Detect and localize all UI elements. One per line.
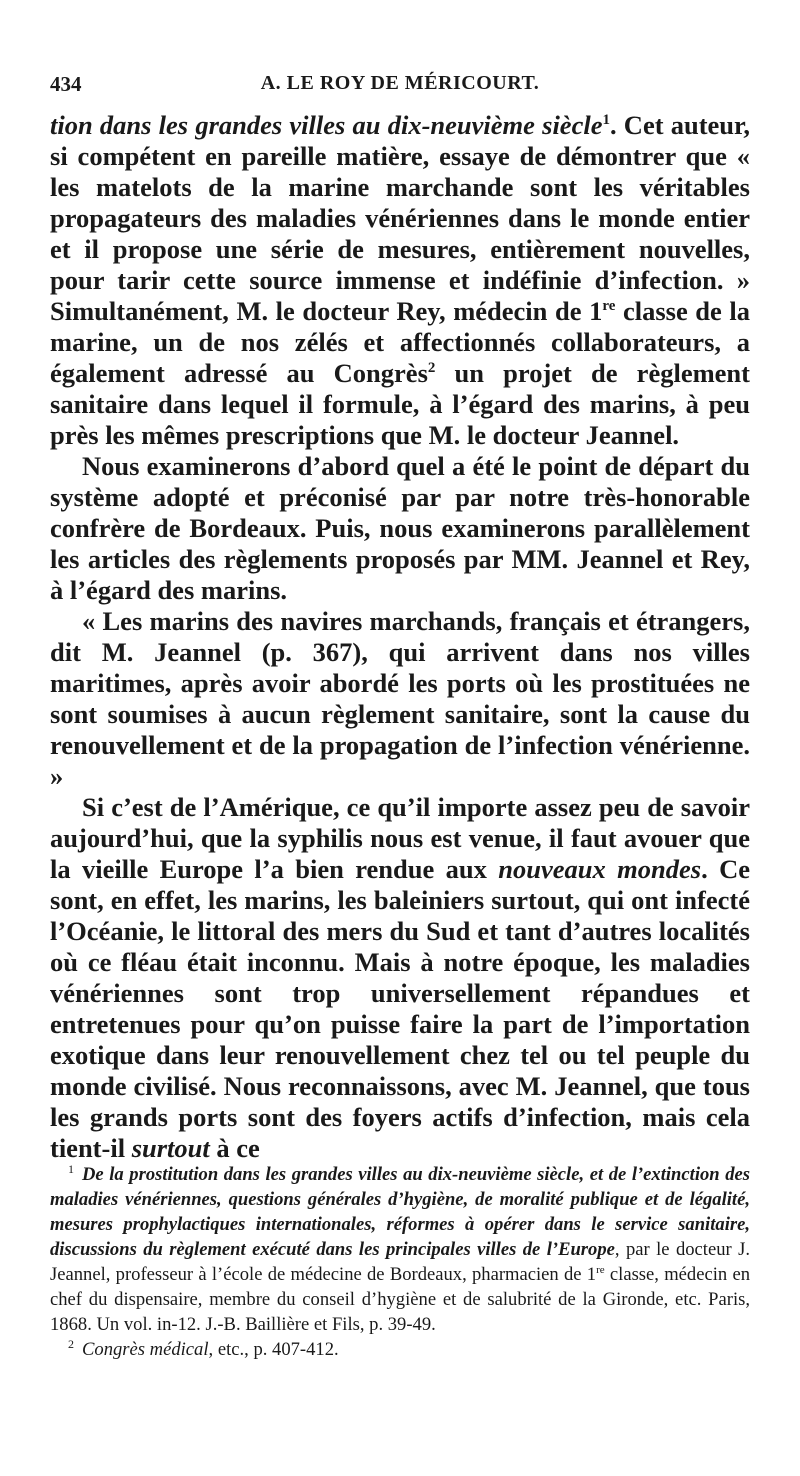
paragraph-1	[50, 110, 750, 451]
paragraph-1-text-c: un projet de règlement sanitaire dans lequel il formule, à l’égard des marins, à peu près les mêmes prescriptions que M. le docteur Jeannel.	[50, 358, 750, 450]
ordinal-superscript: re	[602, 298, 616, 315]
footnote-2-text: , etc., p. 407-412.	[208, 1339, 339, 1360]
paragraph-3: « Les marins des navires marchands, français et étrangers, dit M. Jeannel (p. 367), qui arrivent dans nos villes maritimes, après avoir abordé les ports où les prostituées ne sont soumises à aucun règlement sanitaire, sont la cause du renouvellement et de la propagation de l’infection vénérienne. »	[50, 606, 750, 791]
paragraph-4-text-b: . Ce sont, en effet, les marins, les baleiniers surtout, qui ont infecté l’Océanie, le littoral des mers du Sud et tant d’autres localités où ce fléau était inconnu. Mais à notre époque, les maladies vénériennes sont trop universellement répandues et entretenues pour qu’on puisse faire la part de l’importation exotique dans leur renouvellement chez tel ou tel peuple du monde civilisé. Nous reconnaissons, avec M. Jeannel, que tous les grands ports sont des foyers actifs d’infection, mais cela tient-il	[50, 854, 751, 1163]
paragraph-4	[50, 792, 750, 1164]
running-head: A. LE ROY DE MÉRICOURT.	[260, 72, 540, 94]
page-header	[50, 72, 750, 106]
footnote-1-ordinal: re	[596, 1263, 605, 1276]
footnote-1-title: De la prostitution dans les grandes villes au dix-neuvième siècle, et de l’extinction des maladies vénériennes, questions générales d’hygiène, de moralité publique et de légalité, mesures prophylactiques internationales, réformes à opérer dans le service sanitaire, discussions du règlement exécuté dans les principales villes de l’Europe	[50, 1164, 750, 1260]
footnote-ref-1: 1	[602, 112, 610, 129]
footnotes	[50, 1162, 750, 1362]
footnote-ref-2: 2	[427, 360, 436, 377]
page-number: 434	[50, 72, 82, 96]
footnote-2-mark: 2	[68, 1336, 74, 1351]
main-text	[50, 110, 750, 1164]
footnote-1-mark: 1	[68, 1161, 74, 1176]
paragraph-1-text-b: classe de la marine, un de nos zélés et affectionnés collaborateurs, a également adressé au Congrès	[50, 296, 750, 388]
footnote-2	[50, 1337, 750, 1362]
paragraph-4-text-a: Si c’est de l’Amérique, ce qu’il importe assez peu de savoir aujourd’hui, que la syphilis nous est venue, il faut avouer que la vieille Europe l’a bien rendue aux	[50, 792, 750, 884]
footnote-1-text-b: classe, médecin en chef du dispensaire, membre du conseil d’hygiène et de salubrité de la Gironde, etc. Paris, 1868. Un vol. in-12. J.-B. Baillière et Fils, p. 39-49.	[50, 1264, 750, 1335]
book-title-continuation: tion dans les grandes villes au dix-neuvième siècle	[50, 110, 603, 140]
footnote-2-title: Congrès médical	[82, 1339, 209, 1360]
paragraph-2: Nous examinerons d’abord quel a été le point de départ du système adopté et préconisé par par notre très-honorable confrère de Bordeaux. Puis, nous examinerons parallèlement les articles des règlements proposés par MM. Jeannel et Rey, à l’égard des marins.	[50, 451, 750, 605]
footnote-1	[50, 1162, 750, 1337]
paragraph-4-text-c: à ce	[209, 1133, 260, 1163]
emphasis-nouveaux-mondes: nouveaux mondes	[498, 854, 702, 884]
emphasis-surtout: surtout	[131, 1133, 210, 1163]
footnote-1-text-a: , par le docteur J. Jeannel, professeur à l’école de médecine de Bordeaux, pharmacien de 1	[50, 1239, 751, 1285]
paragraph-1-text-a: . Cet auteur, si compétent en pareille matière, essaye de démontrer que « les matelots de la marine marchande sont les véritables propagateurs des maladies vénériennes dans le monde entier et il propose une série de mesures, entièrement nouvelles, pour tarir cette source immense et indéfinie d’infection. » Simultanément, M. le docteur Rey, médecin de 1	[50, 110, 751, 326]
